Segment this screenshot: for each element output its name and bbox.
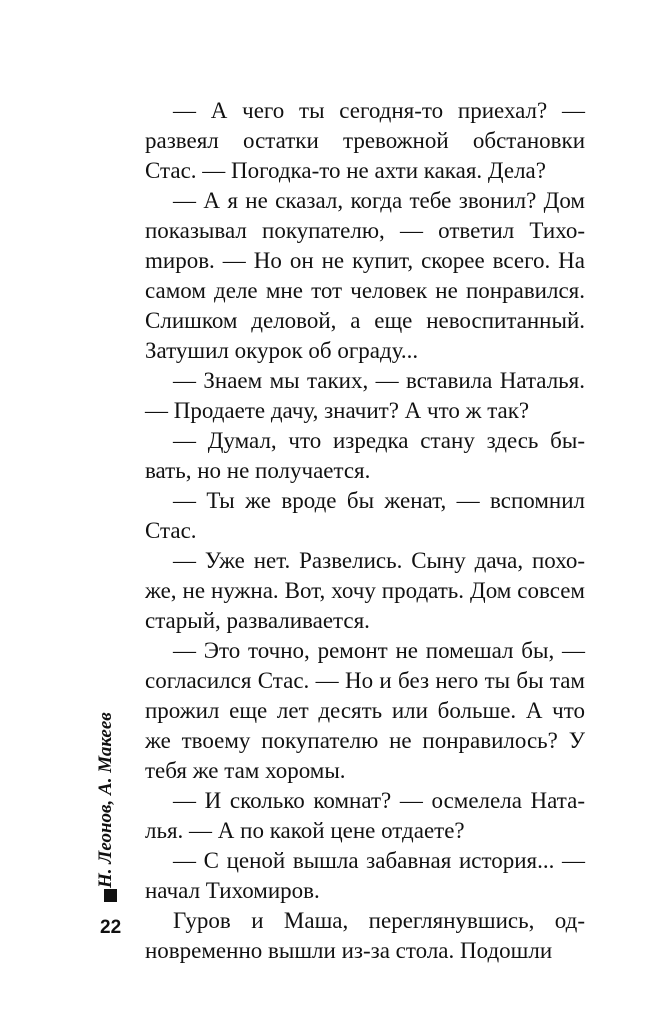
paragraph-10: Гуров и Маша, переглянувшись, одновременно вышли из-за стола. Подошли <box>145 908 585 963</box>
running-head-authors: Н. Леонов, А. Макеев <box>95 712 116 888</box>
paragraph-1: — А чего ты сегодня-то приехал? — развеял остатки тревожной обстановки Стас. — Погодка-то не ахти какая. Дела? <box>145 98 585 183</box>
body-text <box>145 96 585 966</box>
paragraph-9: — С ценой вышла забавная история... — начал Тихомиров. <box>145 848 585 903</box>
paragraph-4: — Думал, что изредка стану здесь бывать, но не получается. <box>145 428 585 483</box>
paragraph-3: — Знаем мы таких, — вставила Наталья. — Продаете дачу, значит? А что ж так? <box>145 368 585 423</box>
paragraph-7: — Это точно, ремонт не помешал бы, — согласился Стас. — Но и без него ты бы там прожил еще лет десять или больше. А что же твоему покупателю не понравилось? У тебя же там хоромы. <box>145 638 585 783</box>
paragraph-6: — Уже нет. Развелись. Сыну дача, похоже, не нужна. Вот, хочу продать. Дом совсем старый, разваливается. <box>145 548 585 633</box>
paragraph-2: — А я не сказал, когда тебе звонил? Дом показывал покупателю, — ответил Тихоmиров. — Но он не купит, скорее всего. На самом деле мне тот человек не понравился. Слишком деловой, а еще невоспитанный. Затушил окурок об ограду... <box>145 188 585 363</box>
square-marker-icon <box>104 889 117 902</box>
page-number: 22 <box>100 917 122 938</box>
paragraph-8: — И сколько комнат? — осмелела Наталья. — А по какой цене отдаете? <box>145 788 585 843</box>
paragraph-5: — Ты же вроде бы женат, — вспомнил Стас. <box>145 488 585 543</box>
